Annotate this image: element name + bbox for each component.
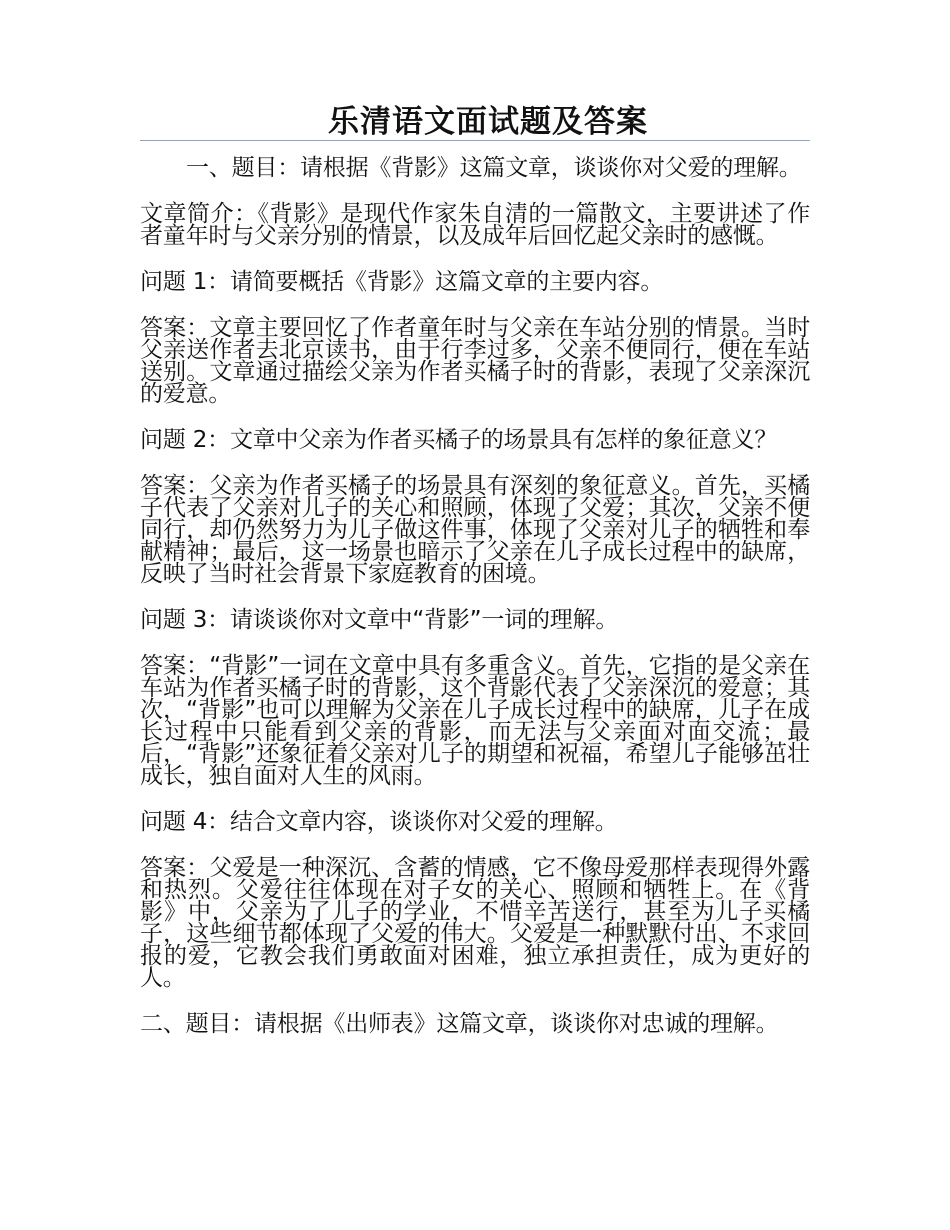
answer-4: 答案：父爱是一种深沉、含蓄的情感，它不像母爱那样表现得外露和热烈。父爱往往体现在对子女的关心、照顾和牺牲上。在《背影》中，父亲为了儿子的学业，不惜辛苦送行，甚至为儿子买橘子，这些细节都体现了父爱的伟大。父爱是一种默默付出、不求回报的爱，它教会我们勇敢面对困难，独立承担责任，成为更好的人。 xyxy=(140,855,810,991)
question-4: 问题 4：结合文章内容，谈谈你对父爱的理解。 xyxy=(140,809,618,835)
page-title: 乐清语文面试题及答案 xyxy=(328,104,648,140)
title-bar xyxy=(140,100,810,141)
article-intro: 文章简介：《背影》是现代作家朱自清的一篇散文，主要讲述了作者童年时与父亲分别的情景，以及成年后回忆起父亲时的感慨。 xyxy=(140,201,810,249)
answer-1: 答案：文章主要回忆了作者童年时与父亲在车站分别的情景。当时父亲送作者去北京读书，由于行李过多，父亲不便同行，便在车站送别。文章通过描绘父亲为作者买橘子时的背影，表现了父亲深沉的爱意。 xyxy=(140,315,810,407)
answer-2: 答案：父亲为作者买橘子的场景具有深刻的象征意义。首先，买橘子代表了父亲对儿子的关心和照顾，体现了父爱；其次，父亲不便同行，却仍然努力为儿子做这件事，体现了父亲对儿子的牺牲和奉献精神；最后，这一场景也暗示了父亲在儿子成长过程中的缺席，反映了当时社会背景下家庭教育的困境。 xyxy=(140,473,810,587)
answer-3: 答案：“背影”一词在文章中具有多重含义。首先，它指的是父亲在车站为作者买橘子时的背影，这个背影代表了父亲深沉的爱意；其次，“背影”也可以理解为父亲在儿子成长过程中的缺席，儿子在成长过程中只能看到父亲的背影，而无法与父亲面对面交流；最后，“背影”还象征着父亲对儿子的期望和祝福，希望儿子能够茁壮成长，独自面对人生的风雨。 xyxy=(140,653,810,789)
question-1: 问题 1：请简要概括《背影》这篇文章的主要内容。 xyxy=(140,269,664,295)
section-2-heading: 二、题目：请根据《出师表》这篇文章，谈谈你对忠诚的理解。 xyxy=(140,1011,779,1037)
section-1-heading: 一、题目：请根据《背影》这篇文章，谈谈你对父爱的理解。 xyxy=(186,155,802,181)
question-2: 问题 2：文章中父亲为作者买橘子的场景具有怎样的象征意义？ xyxy=(140,427,778,453)
document-page xyxy=(140,100,810,1059)
question-3: 问题 3：请谈谈你对文章中“背影”一词的理解。 xyxy=(140,607,619,633)
